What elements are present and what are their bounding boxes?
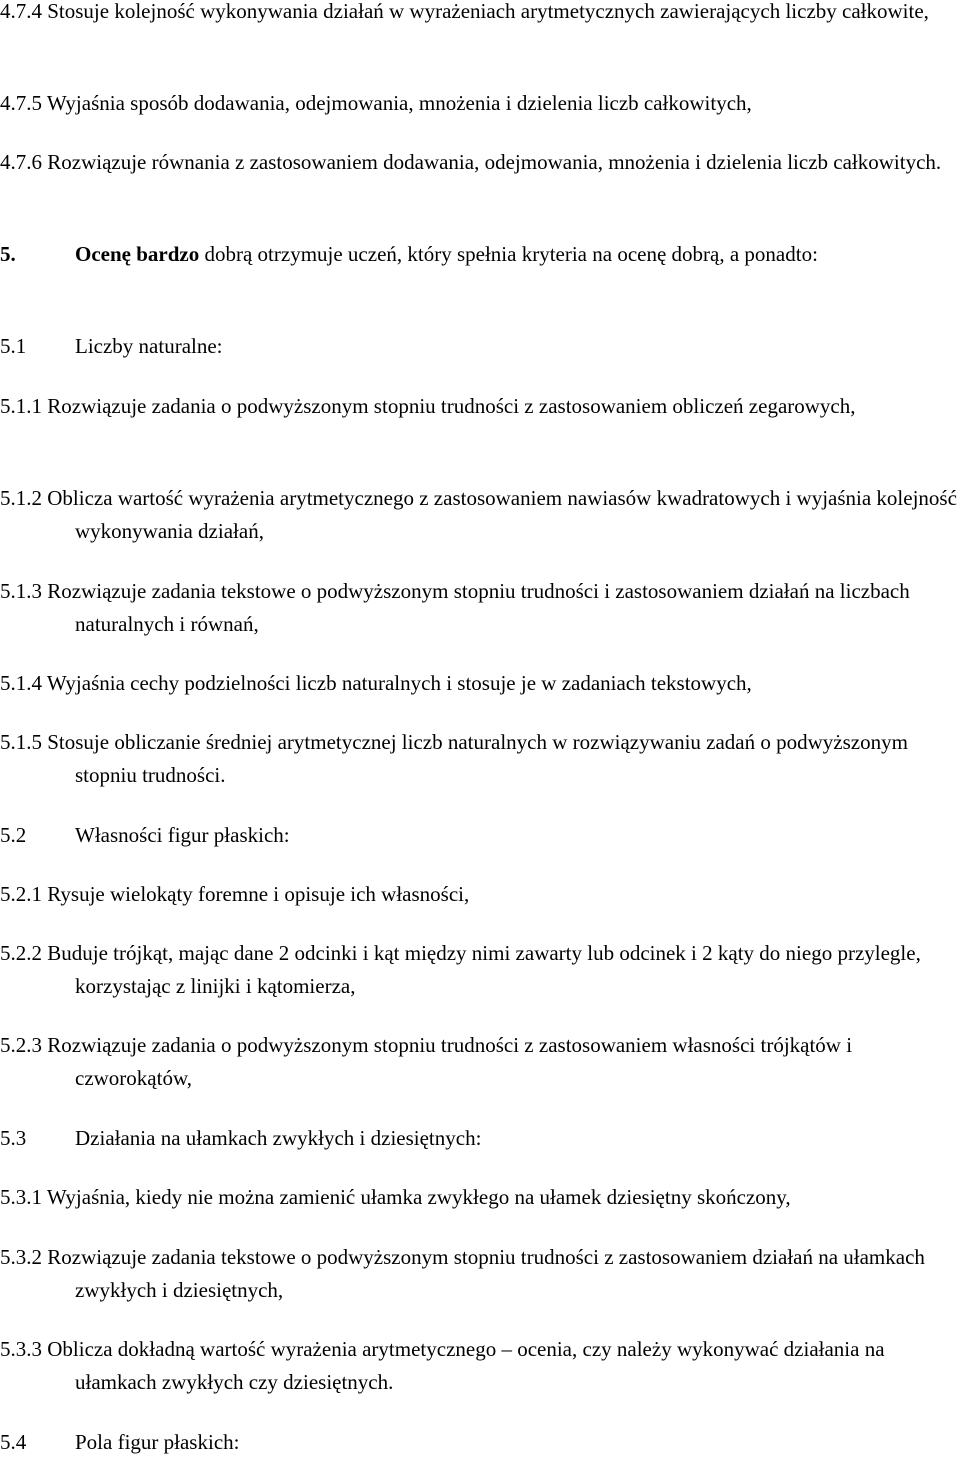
item-number: 4.7.4 — [0, 0, 42, 23]
list-item-5-2-2 — [0, 937, 958, 1003]
item-number: 5.1.5 — [0, 730, 42, 754]
item-text: Oblicza dokładną wartość wyrażenia arytmetycznego – ocenia, czy należy wykonywać działania na ułamkach zwykłych czy dziesiętnych. — [47, 1337, 885, 1394]
item-number: 5. — [0, 242, 16, 266]
item-bold-text: Ocenę bardzo — [75, 242, 200, 266]
item-text: Wyjaśnia sposób dodawania, odejmowania, mnożenia i dzielenia liczb całkowitych, — [46, 91, 752, 115]
item-text: Działania na ułamkach zwykłych i dziesiętnych: — [75, 1126, 482, 1150]
item-text: Buduje trójkąt, mając dane 2 odcinki i kąt między nimi zawarty lub odcinek i 2 kąty do niego przylegle, korzystając z linijki i kątomierza, — [47, 941, 921, 998]
item-number: 5.2.1 — [0, 882, 42, 906]
item-text: Rysuje wielokąty foremne i opisuje ich własności, — [47, 882, 470, 906]
item-text: Liczby naturalne: — [75, 334, 223, 358]
item-number: 5.2.3 — [0, 1033, 42, 1057]
section-heading-5-2 — [0, 819, 958, 852]
list-item-5-1-2 — [0, 482, 958, 548]
item-text: Wyjaśnia cechy podzielności liczb naturalnych i stosuje je w zadaniach tekstowych, — [46, 671, 752, 695]
list-item-5-1-1 — [0, 390, 958, 423]
item-number: 5.1 — [0, 334, 27, 358]
section-heading-5-4 — [0, 1426, 958, 1459]
item-text: Oblicza wartość wyrażenia arytmetycznego z zastosowaniem nawiasów kwadratowych i wyjaśnia kolejność wykonywania działań, — [47, 486, 957, 543]
section-heading-5-1 — [0, 330, 958, 363]
item-text: Rozwiązuje zadania tekstowe o podwyższonym stopniu trudności i zastosowaniem działań na liczbach naturalnych i równań, — [47, 579, 910, 636]
list-item-4-7-6 — [0, 146, 958, 179]
item-number: 5.1.2 — [0, 486, 42, 510]
item-number: 5.1.1 — [0, 394, 42, 418]
list-item-5-2-3 — [0, 1029, 958, 1095]
item-number: 5.1.3 — [0, 579, 42, 603]
list-item-5-3-1 — [0, 1181, 958, 1214]
list-item-5-heading — [0, 238, 958, 271]
section-heading-5-3 — [0, 1122, 958, 1155]
item-number: 4.7.5 — [0, 91, 42, 115]
item-number: 5.3.1 — [0, 1185, 42, 1209]
item-number: 5.2.2 — [0, 941, 42, 965]
item-number: 5.2 — [0, 823, 27, 847]
item-number: 4.7.6 — [0, 150, 42, 174]
list-item-5-3-2 — [0, 1241, 958, 1307]
item-text: Wyjaśnia, kiedy nie można zamienić ułamka zwykłego na ułamek dziesiętny skończony, — [46, 1185, 791, 1209]
list-item-4-7-5 — [0, 87, 958, 120]
list-item-5-3-3 — [0, 1333, 958, 1399]
item-text: Własności figur płaskich: — [75, 823, 290, 847]
list-item-5-1-3 — [0, 575, 958, 641]
item-text: dobrą otrzymuje uczeń, który spełnia kryteria na ocenę dobrą, a ponadto: — [204, 242, 818, 266]
list-item-5-2-1 — [0, 878, 958, 911]
item-text: Rozwiązuje zadania tekstowe o podwyższonym stopniu trudności z zastosowaniem działań na ułamkach zwykłych i dziesiętnych, — [47, 1245, 925, 1302]
item-text: Stosuje obliczanie średniej arytmetycznej liczb naturalnych w rozwiązywaniu zadań o podwyższonym stopniu trudności. — [47, 730, 908, 787]
item-text: Pola figur płaskich: — [75, 1430, 240, 1454]
item-text: Rozwiązuje równania z zastosowaniem dodawania, odejmowania, mnożenia i dzielenia liczb całkowitych. — [47, 150, 942, 174]
item-number: 5.3 — [0, 1126, 27, 1150]
item-number: 5.3.3 — [0, 1337, 42, 1361]
item-number: 5.3.2 — [0, 1245, 42, 1269]
list-item-5-1-5 — [0, 726, 958, 792]
item-number: 5.1.4 — [0, 671, 42, 695]
item-text: Rozwiązuje zadania o podwyższonym stopniu trudności z zastosowaniem własności trójkątów i czworokątów, — [47, 1033, 853, 1090]
item-text: Rozwiązuje zadania o podwyższonym stopniu trudności z zastosowaniem obliczeń zegarowych, — [47, 394, 856, 418]
list-item-5-1-4 — [0, 667, 958, 700]
item-number: 5.4 — [0, 1430, 27, 1454]
item-text: Stosuje kolejność wykonywania działań w wyrażeniach arytmetycznych zawierających liczby całkowite, — [47, 0, 929, 23]
list-item-4-7-4 — [0, 0, 958, 28]
